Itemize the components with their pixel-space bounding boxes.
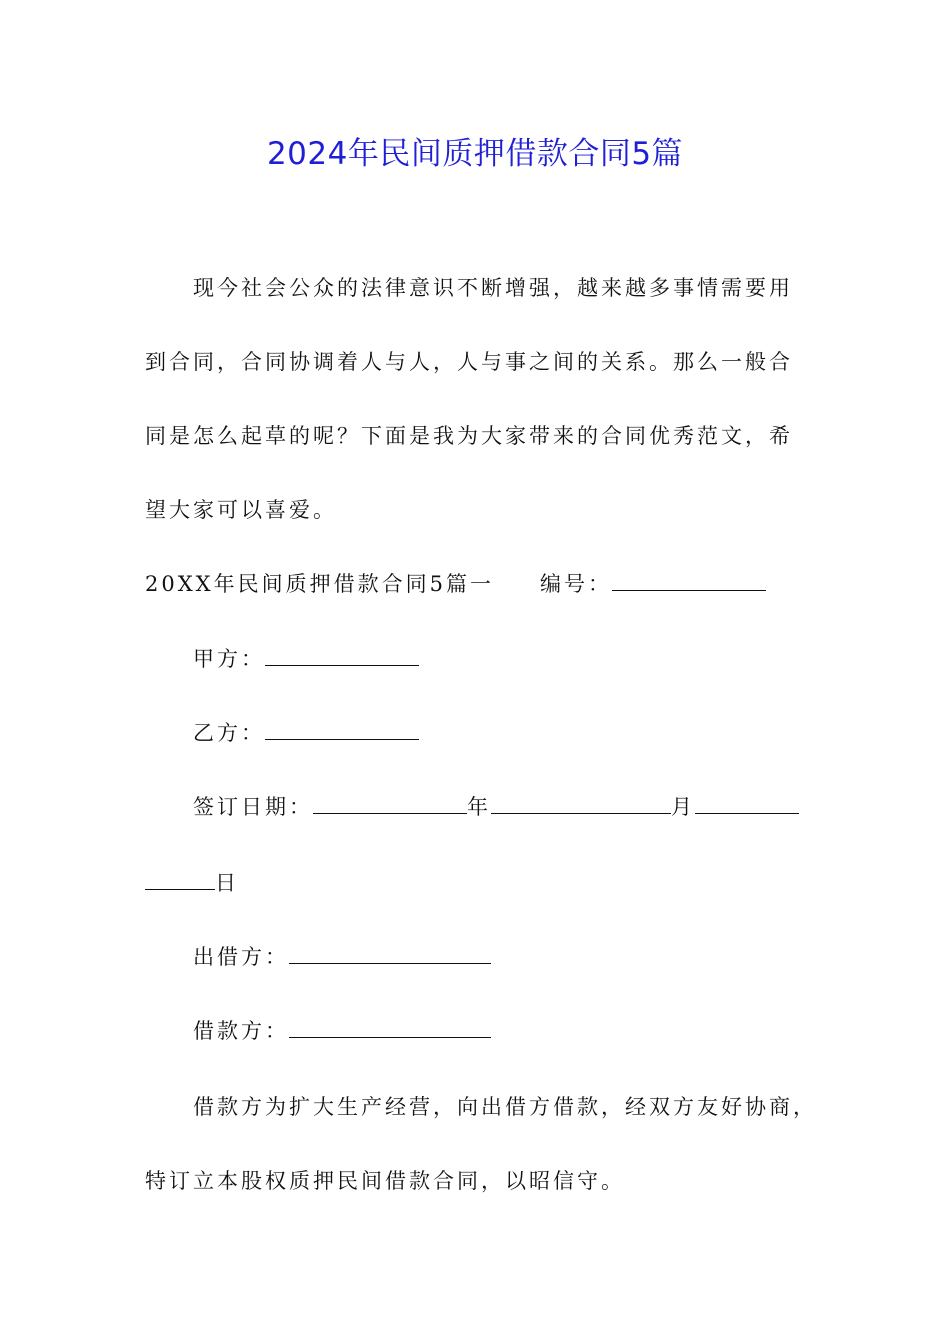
body-line-2: 特订立本股权质押民间借款合同，以昭信守。 bbox=[145, 1169, 625, 1193]
year-blank bbox=[313, 793, 467, 814]
borrower-blank bbox=[289, 1017, 491, 1038]
month-label: 月 bbox=[671, 795, 695, 819]
section-heading-row bbox=[145, 568, 766, 598]
sign-date-row bbox=[193, 791, 799, 821]
number-blank bbox=[612, 570, 766, 591]
lender-label: 出借方： bbox=[193, 945, 289, 969]
body-line-1: 借款方为扩大生产经营，向出借方借款，经双方友好协商， bbox=[193, 1095, 817, 1119]
number-label: 编号： bbox=[539, 572, 612, 596]
lender-row bbox=[193, 941, 491, 971]
day-row bbox=[145, 867, 239, 897]
section-heading: 20XX年民间质押借款合同5篇一 bbox=[145, 572, 494, 596]
intro-line-4: 望大家可以喜爱。 bbox=[145, 498, 337, 522]
party-b-row bbox=[193, 717, 419, 747]
party-a-row bbox=[193, 643, 419, 673]
party-b-blank bbox=[265, 719, 419, 740]
borrower-row bbox=[193, 1015, 491, 1045]
intro-line-1: 现今社会公众的法律意识不断增强，越来越多事情需要用 bbox=[193, 276, 793, 300]
party-a-blank bbox=[265, 645, 419, 666]
year-label: 年 bbox=[467, 795, 491, 819]
borrower-label: 借款方： bbox=[193, 1019, 289, 1043]
day-blank-end bbox=[145, 869, 215, 890]
party-b-label: 乙方： bbox=[193, 721, 265, 745]
day-label: 日 bbox=[215, 871, 239, 895]
month-blank bbox=[491, 793, 671, 814]
document-title: 2024年民间质押借款合同5篇 bbox=[266, 136, 684, 172]
party-a-label: 甲方： bbox=[193, 647, 265, 671]
intro-line-3: 同是怎么起草的呢？下面是我为大家带来的合同优秀范文，希 bbox=[145, 424, 793, 448]
day-blank-start bbox=[695, 793, 799, 814]
lender-blank bbox=[289, 943, 491, 964]
sign-date-label: 签订日期： bbox=[193, 795, 313, 819]
intro-line-2: 到合同，合同协调着人与人，人与事之间的关系。那么一般合 bbox=[145, 350, 793, 374]
